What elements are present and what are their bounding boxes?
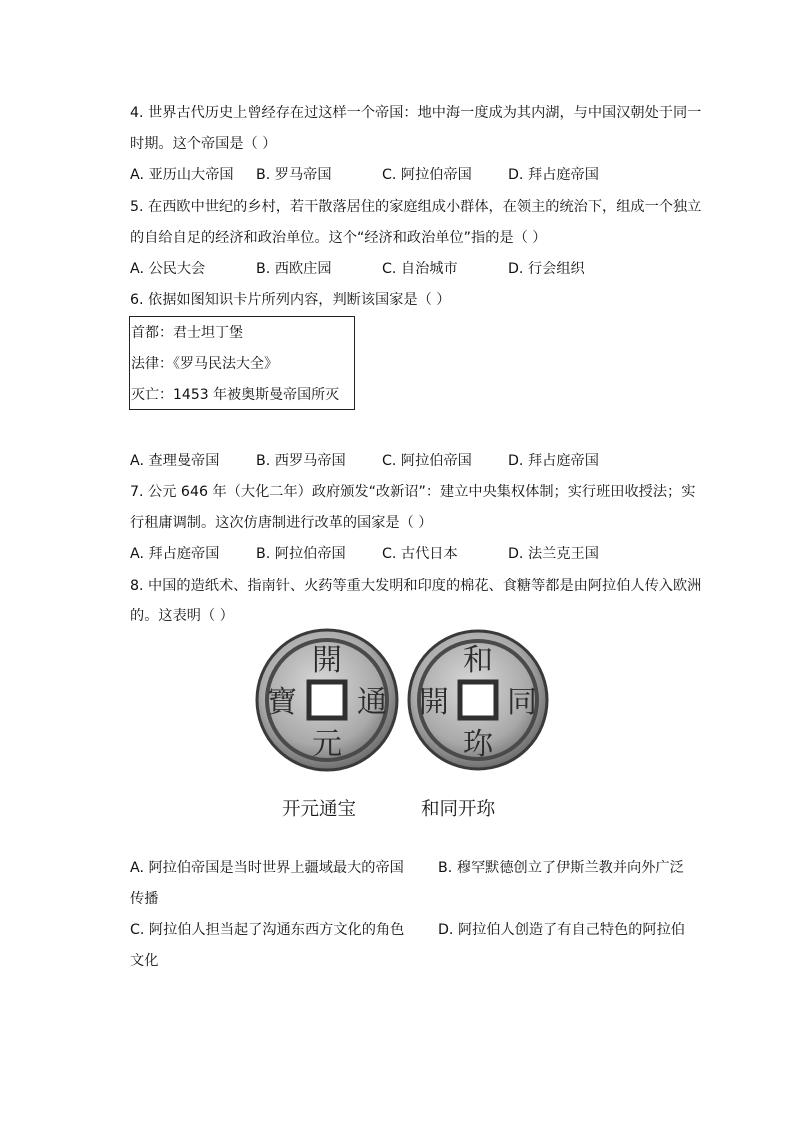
- q8-stem-line1: 8. 中国的造纸术、指南针、火药等重大发明和印度的棉花、食糖等都是由阿拉伯人传入欧洲: [130, 578, 702, 594]
- q6-option-c[interactable]: C. 阿拉伯帝国: [382, 453, 472, 469]
- coin-left: [257, 630, 397, 770]
- q8-option-b-cont: 传播: [130, 891, 159, 907]
- q8-option-a[interactable]: A. 阿拉伯帝国是当时世界上疆域最大的帝国: [130, 860, 404, 876]
- coin-caption-left: 开元通宝: [282, 799, 357, 820]
- q7-option-a[interactable]: A. 拜占庭帝国: [130, 546, 220, 562]
- q4-stem-line1: 4. 世界古代历史上曾经存在过这样一个帝国：地中海一度成为其内湖，与中国汉朝处于同一: [130, 105, 702, 121]
- q7-option-b[interactable]: B. 阿拉伯帝国: [256, 546, 346, 562]
- q8-option-d-cont: 文化: [130, 953, 159, 969]
- coins-illustration: [248, 628, 558, 788]
- q6-option-a[interactable]: A. 查理曼帝国: [130, 453, 220, 469]
- coin-right-char-bottom: 珎: [463, 727, 493, 762]
- q8-option-c[interactable]: C. 阿拉伯人担当起了沟通东西方文化的角色: [130, 922, 405, 938]
- coin-caption-right: 和同开珎: [421, 799, 496, 820]
- q8-option-b[interactable]: B. 穆罕默德创立了伊斯兰教并向外广泛: [438, 860, 684, 876]
- q5-option-c[interactable]: C. 自治城市: [382, 261, 458, 277]
- q4-stem-line2: 时期。这个帝国是（ ）: [130, 136, 277, 152]
- q6-option-d[interactable]: D. 拜占庭帝国: [508, 453, 599, 469]
- q5-option-d[interactable]: D. 行会组织: [508, 261, 585, 277]
- q8-option-d[interactable]: D. 阿拉伯人创造了有自己特色的阿拉伯: [438, 922, 685, 938]
- q6-stem-line1: 6. 依据如图知识卡片所列内容，判断该国家是（ ）: [130, 292, 451, 308]
- q5-option-b[interactable]: B. 西欧庄园: [256, 261, 332, 277]
- coin-left-char-top: 開: [312, 643, 342, 678]
- coin-right: [409, 631, 547, 769]
- q7-option-c[interactable]: C. 古代日本: [382, 546, 458, 562]
- q4-option-c[interactable]: C. 阿拉伯帝国: [382, 167, 472, 183]
- coin-left-char-left: 寶: [267, 685, 297, 720]
- q7-option-d[interactable]: D. 法兰克王国: [508, 546, 599, 562]
- q5-stem-line2: 的自给自足的经济和政治单位。这个“经济和政治单位”指的是（ ）: [130, 230, 547, 246]
- card-law: 法律：《罗马民法大全》: [131, 356, 278, 372]
- q6-option-b[interactable]: B. 西罗马帝国: [256, 453, 346, 469]
- q4-option-d[interactable]: D. 拜占庭帝国: [508, 167, 599, 183]
- coin-left-char-right: 通: [357, 685, 387, 720]
- q4-option-b[interactable]: B. 罗马帝国: [256, 167, 332, 183]
- knowledge-card: [129, 316, 355, 410]
- coin-right-char-top: 和: [463, 643, 493, 678]
- card-fall: 灭亡：1453 年被奥斯曼帝国所灭: [131, 387, 340, 403]
- q7-stem-line1: 7. 公元 646 年（大化二年）政府颁发“改新诏”：建立中央集权体制；实行班田收授法；实: [130, 484, 696, 500]
- card-capital: 首都：君士坦丁堡: [131, 325, 243, 341]
- q7-stem-line2: 行租庸调制。这次仿唐制进行改革的国家是（ ）: [130, 515, 433, 531]
- q5-stem-line1: 5. 在西欧中世纪的乡村，若干散落居住的家庭组成小群体，在领主的统治下，组成一个独立: [130, 199, 702, 215]
- coin-right-char-left: 開: [419, 685, 449, 720]
- coin-left-char-bottom: 元: [312, 727, 342, 762]
- q8-stem-line2: 的。这表明（ ）: [130, 608, 234, 624]
- coin-right-char-right: 同: [507, 685, 537, 720]
- q4-option-a[interactable]: A. 亚历山大帝国: [130, 167, 234, 183]
- q5-option-a[interactable]: A. 公民大会: [130, 261, 206, 277]
